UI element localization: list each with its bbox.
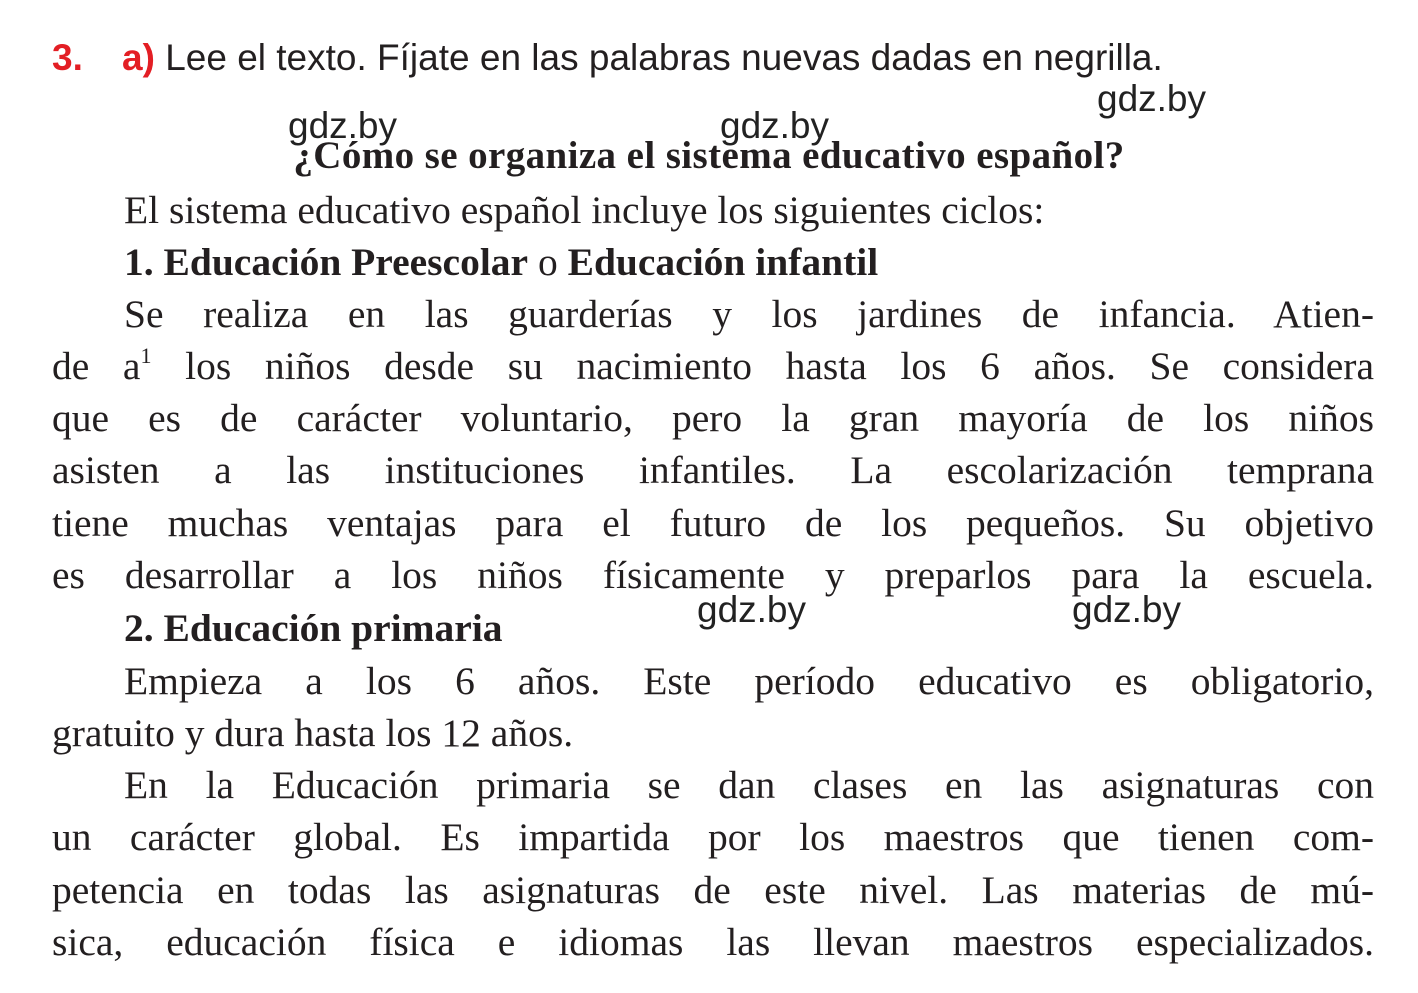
section1-line: que es de carácter voluntario, pero la gran mayoría de los niños (52, 396, 1374, 440)
section1-heading (124, 236, 1374, 288)
watermark: gdz.by (1072, 589, 1182, 630)
section2-line: petencia en todas las asignaturas de este nivel. Las materias de mú- (52, 868, 1374, 912)
section1-line2-post: los niños desde su nacimiento hasta los 6 años. Se considera (151, 344, 1374, 388)
task-subpart: a) (122, 37, 155, 78)
watermark: gdz.by (697, 589, 807, 630)
section1-line: asisten a las instituciones infantiles. La escolarización temprana (52, 448, 1374, 492)
section2-line: un carácter global. Es impartida por los maestros que tienen com- (52, 815, 1374, 859)
section1-line2-pre: de a (52, 344, 141, 388)
task-number: 3. (52, 37, 83, 78)
section2-line: Empieza a los 6 años. Este período educativo es obligatorio, (124, 659, 1374, 703)
section1-line (52, 340, 1374, 392)
section1-heading-a: 1. Educación Preescolar (124, 240, 529, 284)
task-instruction (52, 36, 1163, 80)
section2-line: sica, educación física e idiomas las llevan maestros especializados. (52, 920, 1374, 964)
section1-line: tiene muchas ventajas para el futuro de los pequeños. Su objetivo (52, 501, 1374, 545)
section1-line: es desarrollar a los niños físicamente y preparlos para la escuela. (52, 553, 1374, 597)
watermark: gdz.by (1097, 78, 1207, 119)
section1-line: Se realiza en las guarderías y los jardines de infancia. Atien- (124, 292, 1374, 336)
watermark: gdz.by (288, 105, 398, 146)
article-title: ¿Cómo se organiza el sistema educativo español? (293, 134, 1125, 177)
section1-heading-or: o (528, 240, 568, 284)
intro-line: El sistema educativo español incluye los siguientes ciclos: (124, 188, 1045, 232)
task-instruction-text: Lee el texto. Fíjate en las palabras nuevas dadas en negrilla. (165, 37, 1163, 78)
section2-heading: 2. Educación primaria (124, 606, 503, 650)
watermark: gdz.by (720, 105, 830, 146)
section2-line: En la Educación primaria se dan clases en las asignaturas con (124, 763, 1374, 807)
footnote-marker: 1 (140, 342, 152, 368)
section1-heading-b: Educación infantil (567, 240, 879, 284)
section2-line: gratuito y dura hasta los 12 años. (52, 711, 574, 755)
